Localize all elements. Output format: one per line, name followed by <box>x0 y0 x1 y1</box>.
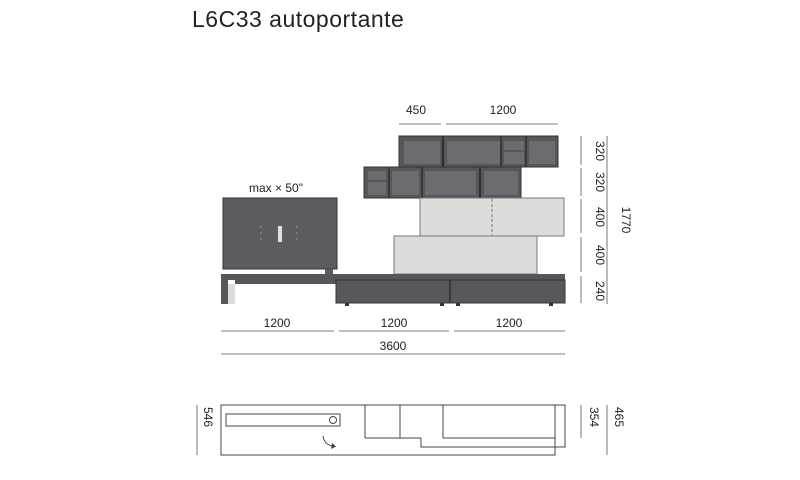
dim-height-3: 400 <box>593 206 607 228</box>
wall-unit-top <box>399 136 558 167</box>
dim-total-width: 3600 <box>379 339 407 353</box>
dim-plan-depth: 546 <box>201 406 215 428</box>
tv-screen <box>223 198 337 275</box>
dim-top-450: 450 <box>405 103 427 117</box>
page-title: L6C33 autoportante <box>192 6 405 32</box>
plan-view <box>221 405 565 455</box>
dim-height-4: 400 <box>593 244 607 266</box>
dim-bottom-2: 1200 <box>380 316 408 330</box>
dim-plan-outer: 465 <box>612 406 626 428</box>
dim-height-2: 320 <box>593 171 607 193</box>
dim-top-1200: 1200 <box>489 103 517 117</box>
tv-size-label: max × 50" <box>249 181 303 195</box>
light-panel-upper <box>420 198 564 236</box>
dim-total-height: 1770 <box>619 206 633 234</box>
dim-bottom-3: 1200 <box>495 316 523 330</box>
wall-unit-middle <box>364 167 521 198</box>
light-panel-lower <box>394 236 537 274</box>
dim-bottom-1: 1200 <box>263 316 291 330</box>
dim-height-5: 240 <box>593 280 607 302</box>
dim-plan-inner: 354 <box>587 406 601 428</box>
base-unit <box>221 274 565 306</box>
dim-height-1: 320 <box>593 140 607 162</box>
rotate-arrow-icon <box>323 436 336 449</box>
